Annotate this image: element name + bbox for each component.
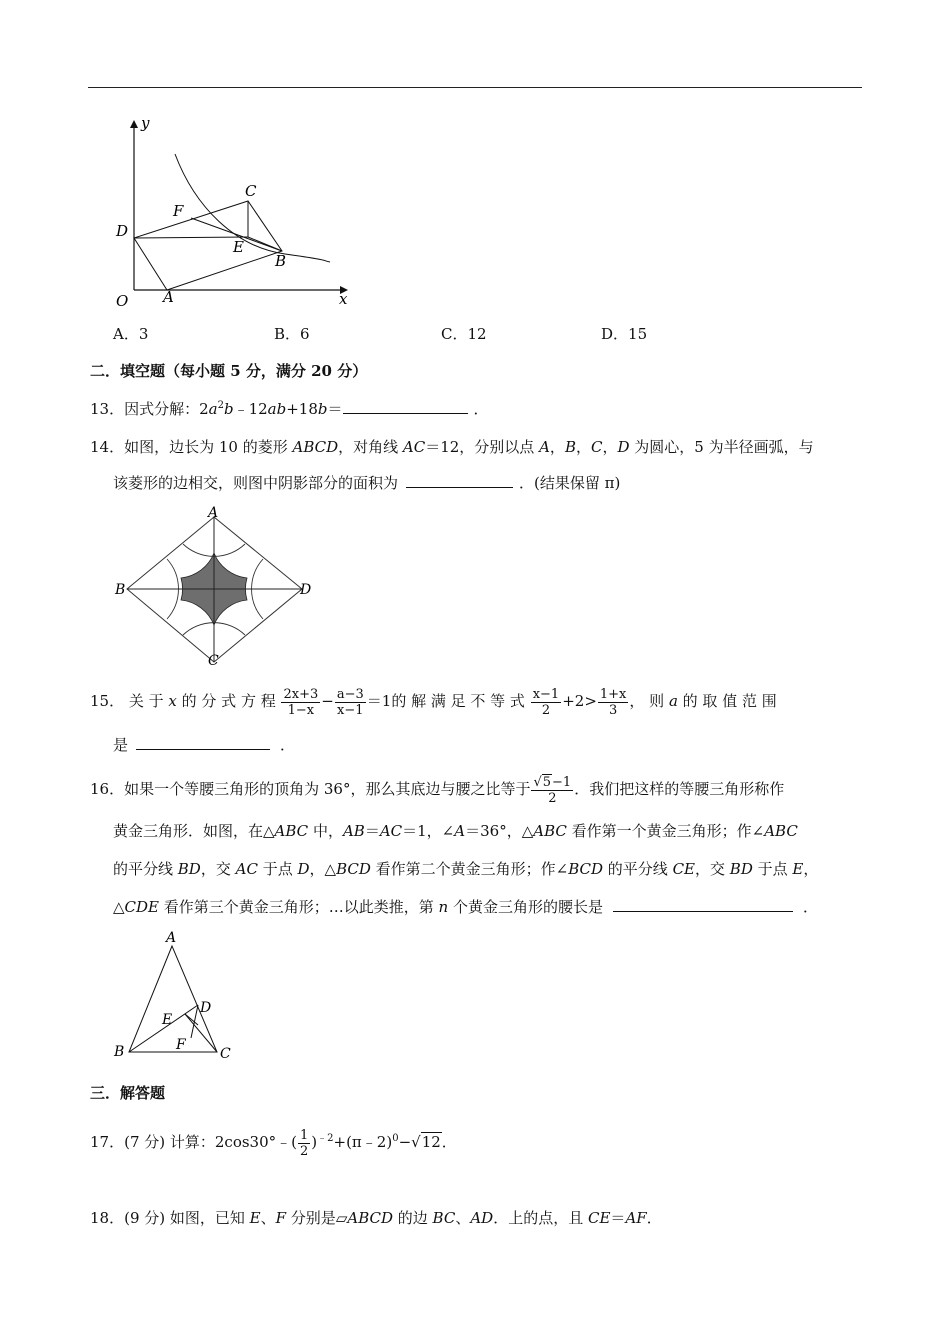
q17-radical: √12 — [411, 1133, 441, 1151]
q16-t13: ，交 — [695, 860, 730, 878]
q15-text-e: 的 取 值 范 围 — [677, 692, 777, 710]
q16-d: D — [297, 860, 310, 878]
label-x: x — [339, 290, 348, 308]
q16-t1: 黄金三角形．如图，在△ — [113, 822, 275, 840]
q17-exp2: 0 — [392, 1133, 399, 1144]
q17-text-b: ) — [311, 1133, 318, 1151]
q15-text-b: 的 分 式 方 程 — [176, 692, 281, 710]
header-rule — [88, 87, 862, 88]
q14-text-d: 为圆心，5 为半径画弧，与 — [629, 438, 814, 456]
label-f: F — [173, 202, 184, 220]
q12-option-b: B．6 — [274, 325, 310, 343]
q14-pd: D — [617, 438, 630, 456]
q13 — [90, 398, 489, 419]
q13-answer-blank[interactable] — [343, 399, 468, 414]
q16-t5: ＝36°，△ — [465, 822, 534, 840]
label-e: E — [162, 1012, 173, 1028]
label-d: D — [200, 1000, 212, 1016]
q14-ac: AC — [402, 438, 426, 456]
q14-text-c: ＝12，分别以点 — [425, 438, 540, 456]
q16-t16: △ — [113, 898, 125, 916]
q18-bc: BC — [432, 1209, 456, 1227]
q16-ab: AB — [342, 822, 365, 840]
q16-line4 — [113, 896, 818, 917]
q16-ac2: AC — [235, 860, 258, 878]
q17-radicand: 12 — [421, 1133, 441, 1151]
q15-f2-den: x−1 — [337, 702, 364, 718]
q12-coordinate-figure — [105, 112, 355, 312]
q15-f2-num: a−3 — [336, 686, 364, 702]
q16-golden-triangle-figure — [108, 928, 238, 1063]
q15-text-c: 的 解 满 足 不 等 式 — [391, 692, 530, 710]
q15-var-x: x — [168, 692, 177, 710]
q16-t12: 的平分线 — [603, 860, 673, 878]
q18-t6: ．上的点，且 — [493, 1209, 588, 1227]
q16-t7: 的平分线 — [113, 860, 178, 878]
q16-abc: ABC — [274, 822, 309, 840]
q16-bcd: BCD — [336, 860, 371, 878]
q16-t9: 于点 — [257, 860, 298, 878]
label-d: D — [300, 582, 312, 598]
q16-t10: ，△ — [309, 860, 337, 878]
q16-e: E — [792, 860, 804, 878]
label-a: A — [166, 930, 177, 946]
parallelogram-dabc — [134, 201, 282, 290]
label-b: B — [115, 582, 126, 598]
label-c: C — [208, 653, 219, 669]
q13-eq: ＝ — [327, 400, 343, 418]
q17 — [90, 1118, 457, 1163]
q12-option-a: A．3 — [113, 325, 149, 343]
q17-den: 2 — [299, 1143, 309, 1159]
q15-text-d: ， 则 — [629, 692, 669, 710]
q14-answer-blank[interactable] — [406, 473, 513, 488]
q15-end: ． — [280, 736, 296, 754]
q18 — [90, 1207, 662, 1228]
q13-var-ab: ab — [267, 400, 287, 418]
q15-minus: − — [321, 692, 334, 710]
q14-rhombus-figure — [112, 505, 317, 670]
q15-f4-den: 3 — [609, 702, 618, 718]
q14-text-e: 该菱形的边相交，则图中阴影部分的面积为 — [113, 474, 399, 492]
q18-t1: 18．(9 分) 如图，已知 — [90, 1209, 250, 1227]
q16-line1 — [90, 768, 784, 810]
q13-prefix: 13．因式分解：2 — [90, 400, 209, 418]
q15-f1-num: 2x+3 — [283, 686, 319, 702]
q13-end: ． — [473, 400, 489, 418]
q18-ce: CE — [587, 1209, 611, 1227]
q15-eq: ＝1 — [366, 692, 392, 710]
q13-mid: ﹣12 — [233, 400, 268, 418]
q16-t18: 个黄金三角形的腰长是 — [448, 898, 603, 916]
segment-de — [134, 237, 248, 238]
q15-line1 — [90, 680, 777, 722]
parallelogram-icon: ▱ — [335, 1209, 348, 1227]
label-e: E — [233, 238, 244, 256]
label-c: C — [245, 182, 257, 200]
q14-pa: A — [539, 438, 550, 456]
label-c: C — [220, 1046, 231, 1062]
q17-fraction — [298, 1128, 310, 1159]
q15-var-a: a — [668, 692, 678, 710]
q13-var-b: b — [223, 400, 234, 418]
q15-fraction-2 — [335, 687, 366, 718]
q15-fraction-3 — [531, 687, 562, 718]
q18-t3: 分别是 — [286, 1209, 336, 1227]
label-o: O — [116, 292, 129, 310]
label-f: F — [176, 1037, 186, 1053]
q15-f4-num: 1+x — [599, 686, 627, 702]
q18-end: ． — [646, 1209, 662, 1227]
q16-abc3: ABC — [764, 822, 798, 840]
q14-pc: C — [590, 438, 603, 456]
q13-plus: +18 — [286, 400, 318, 418]
q18-abcd: ABCD — [347, 1209, 393, 1227]
q15-plus: +2> — [562, 692, 597, 710]
q15-f3-den: 2 — [541, 702, 551, 718]
q13-var-b2: b — [317, 400, 328, 418]
q16-line3 — [113, 858, 818, 879]
q16-ac: AC — [379, 822, 403, 840]
q15-fraction-4 — [598, 687, 629, 718]
q15-f3-num: x−1 — [532, 686, 560, 702]
y-axis-arrow-icon — [130, 120, 138, 128]
q14-pb: B — [564, 438, 576, 456]
q15-f1-den: 1−x — [287, 702, 315, 718]
q18-t7: ＝ — [610, 1209, 626, 1227]
label-a: A — [163, 288, 174, 306]
q16-ce: CE — [672, 860, 696, 878]
label-b: B — [114, 1044, 125, 1060]
q16-t8: ，交 — [200, 860, 236, 878]
q15-line2 — [113, 734, 295, 755]
q18-t2: 、 — [260, 1209, 276, 1227]
q16-golden-ratio: $\frac{√5-1}{2}$ — [533, 774, 572, 806]
q16-t14: 于点 — [752, 860, 793, 878]
q13-exponent: 2 — [217, 400, 224, 411]
q16-line2 — [113, 820, 798, 841]
q14-text-f: ．(结果保留 π) — [519, 474, 621, 492]
q18-e: E — [249, 1209, 261, 1227]
q16-text-a: 16．如果一个等腰三角形的顶角为 36°，那么其底边与腰之比等于 — [90, 780, 531, 798]
q13-var-a: a — [208, 400, 218, 418]
label-d: D — [116, 222, 129, 240]
q16-end: ． — [803, 898, 819, 916]
q16-t4: ＝1，∠ — [402, 822, 455, 840]
q16-minus-one: −1 — [552, 774, 572, 790]
q18-f: F — [275, 1209, 287, 1227]
q18-af: AF — [625, 1209, 647, 1227]
q16-abc2: ABC — [533, 822, 567, 840]
q16-text-b: ．我们把这样的等腰三角形称作 — [574, 780, 785, 798]
q16-sqrt-5: 5 — [542, 774, 552, 790]
q12-option-d: D．15 — [601, 325, 648, 343]
q15-text-a: 15． 关 于 — [90, 692, 169, 710]
q16-bd2: BD — [729, 860, 753, 878]
q14-text-a: 14．如图，边长为 10 的菱形 — [90, 438, 293, 456]
section3-title: 三．解答题 — [90, 1084, 166, 1102]
q16-t17: 看作第三个黄金三角形；…以此类推，第 — [159, 898, 439, 916]
label-y: y — [141, 114, 150, 132]
q17-minus: − — [398, 1133, 412, 1151]
q17-text-a: 17．(7 分) 计算：2cos30°﹣( — [90, 1133, 297, 1151]
label-b: B — [275, 252, 287, 270]
q14-comma3: ， — [602, 438, 618, 456]
segment-ce — [185, 1014, 217, 1052]
q14-abcd: ABCD — [292, 438, 339, 456]
q16-n: n — [438, 898, 449, 916]
label-a: A — [208, 505, 219, 521]
q14-comma1: ， — [549, 438, 565, 456]
q15-fraction-1 — [281, 687, 320, 718]
q16-t6: 看作第一个黄金三角形；作∠ — [566, 822, 765, 840]
q16-den: 2 — [548, 790, 557, 806]
q14-comma2: ， — [575, 438, 591, 456]
q16-a: A — [454, 822, 466, 840]
q16-t15: ， — [803, 860, 819, 878]
q17-num: 1 — [299, 1127, 309, 1143]
q12-option-c: C．12 — [441, 325, 487, 343]
q14-line2 — [113, 472, 620, 493]
q14-text-b: ，对角线 — [338, 438, 403, 456]
q14-line1 — [90, 436, 814, 457]
q15-answer-blank[interactable] — [136, 735, 270, 750]
q18-t5: 、 — [455, 1209, 471, 1227]
q16-bd: BD — [177, 860, 201, 878]
q16-answer-blank[interactable] — [613, 897, 793, 912]
section2-title: 二．填空题（每小题 5 分，满分 20 分） — [90, 362, 368, 380]
q16-t11: 看作第二个黄金三角形；作∠ — [370, 860, 569, 878]
q17-text-c: +(π﹣2) — [333, 1133, 393, 1151]
q16-cde: CDE — [124, 898, 159, 916]
q16-bcd2: BCD — [568, 860, 604, 878]
q18-t4: 的边 — [393, 1209, 433, 1227]
q16-t2: 中， — [308, 822, 343, 840]
q16-t3: ＝ — [364, 822, 380, 840]
q18-ad: AD — [470, 1209, 494, 1227]
q15-text-f: 是 — [113, 736, 129, 754]
q17-exp1: ﹣2 — [317, 1133, 334, 1144]
q17-end: ． — [441, 1133, 457, 1151]
